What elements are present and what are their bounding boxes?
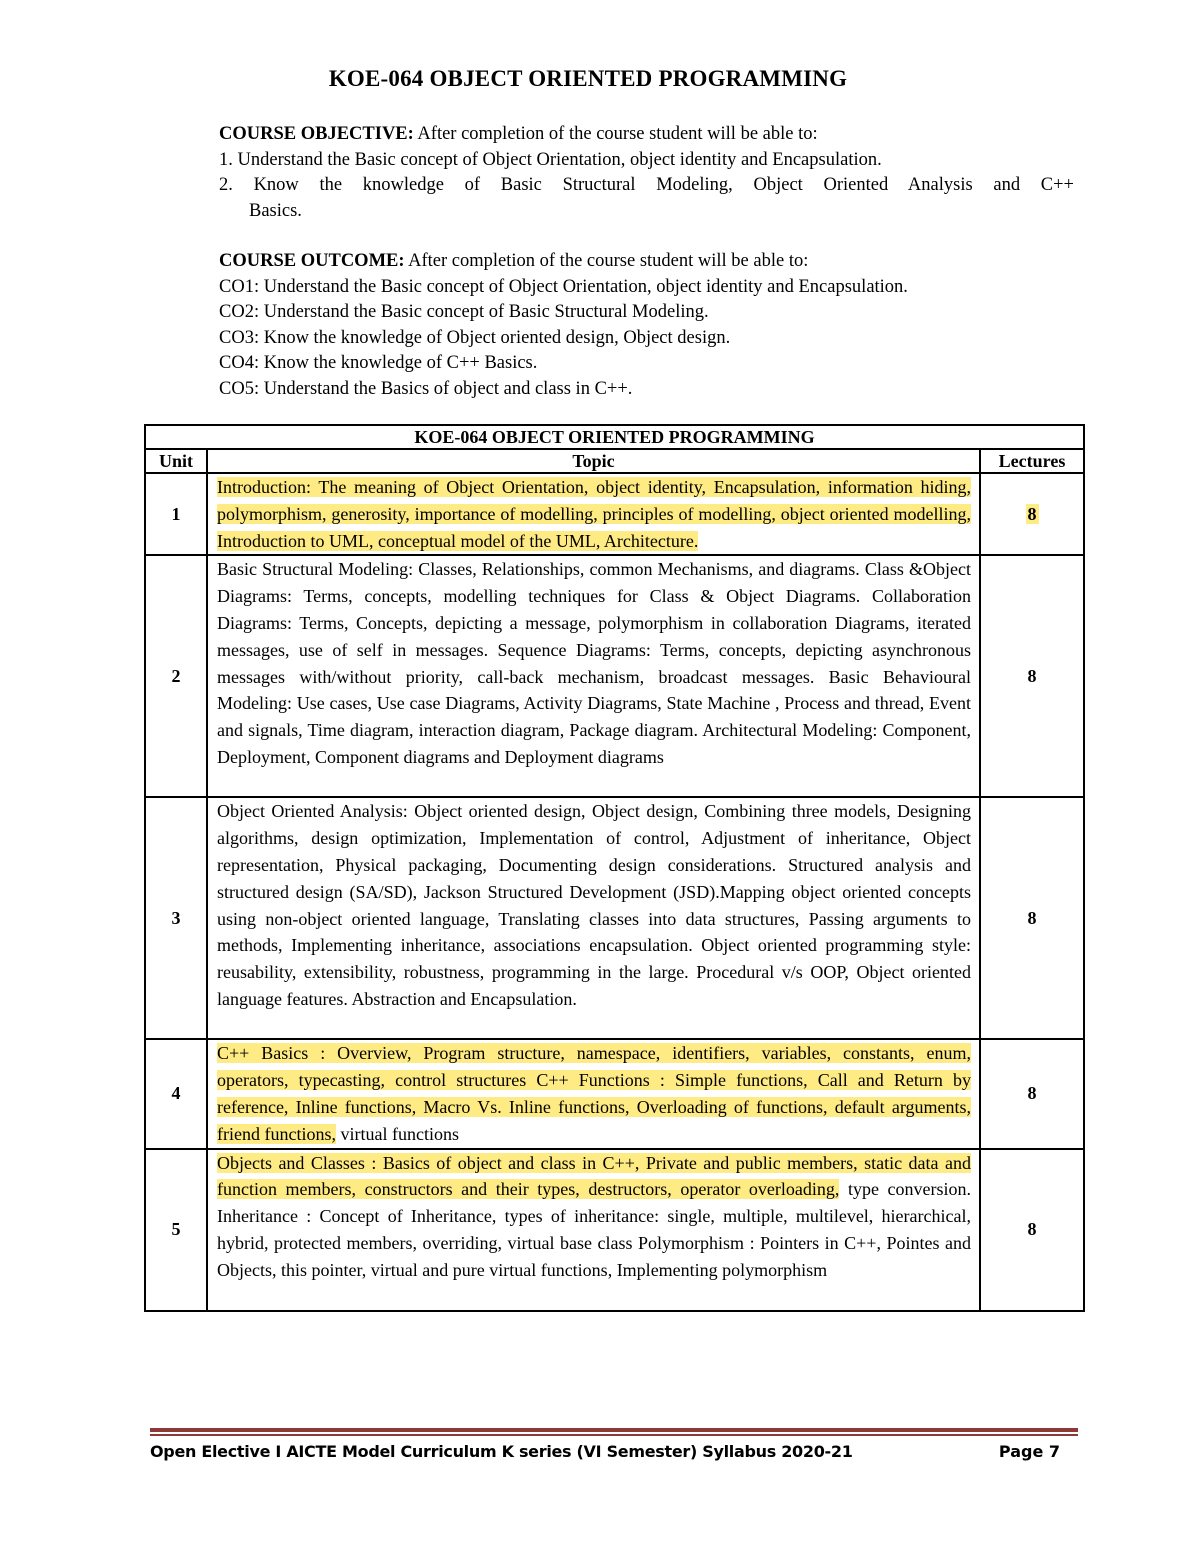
outcome-item: CO3: Know the knowledge of Object oriented design, Object design.: [219, 327, 731, 348]
objective-item: 2. Know the knowledge of Basic Structural Modeling, Object Oriented Analysis and C++: [219, 175, 1074, 195]
table-caption-row: [145, 425, 1084, 449]
topic-cell: [207, 1039, 980, 1148]
outcome-item: CO4: Know the knowledge of C++ Basics.: [219, 353, 538, 373]
header-topic: Topic: [207, 449, 980, 473]
lectures-cell: [980, 555, 1084, 797]
topic-cell: [207, 1149, 980, 1311]
topic-cell: [207, 473, 980, 555]
topic-text: Basic Structural Modeling: Classes, Relationships, common Mechanisms, and diagrams. Class &Object Diagrams: Terms, concepts, modelling techniques for Class & Object Diagrams. Collaboration Diagrams: Terms, Concepts, depicting a message, polymorphism in collaboration Diagrams, iterated messages, use of self in messages. Sequence Diagrams: Terms, concepts, depicting asynchronous messages with/without priority, call-back mechanism, broadcast messages. Basic Behavioural Modeling: Use cases, Use case Diagrams, Activity Diagrams, State Machine , Process and thread, Event and signals, Time diagram, interaction diagram, Package diagram. Architectural Modeling: Component, Deployment, Component diagrams and Deployment diagrams: [217, 559, 971, 767]
outcome-item: CO5: Understand the Basics of object and class in C++.: [219, 378, 633, 399]
outcome-label: COURSE OUTCOME:: [219, 251, 405, 271]
course-objective-section: [219, 122, 1074, 224]
footer-rule-thin: [150, 1434, 1078, 1436]
table-header-row: [145, 449, 1084, 473]
topic-text: Object Oriented Analysis: Object oriented design, Object design, Combining three models, Designing algorithms, design optimization, Implementation of control, Adjustment of inheritance, Object representation, Physical packaging, Documenting design considerations. Structured analysis and structured design (SA/SD), Jackson Structured Development (JSD).Mapping object oriented concepts using non-object oriented language, Translating classes into data structures, Passing arguments to methods, Implementing inheritance, associations encapsulation. Object oriented programming style: reusability, extensibility, robustness, programming in the large. Procedural v/s OOP, Object oriented language features. Abstraction and Encapsulation.: [217, 801, 971, 1009]
table-row: [145, 1149, 1084, 1311]
unit-cell: 5: [145, 1149, 207, 1311]
objective-item-continuation: Basics.: [249, 200, 302, 221]
lectures-value: 8: [1027, 1083, 1037, 1104]
header-unit: Unit: [145, 449, 207, 473]
topic-text: type conversion. Inheritance : Concept of Inheritance, types of inheritance: single, multiple, multilevel, hierarchical, hybrid, protected members, overriding, virtual base class Polymorphism : Pointers in C++, Pointes and Objects, this pointer, virtual and pure virtual functions, Implementing polymorphism: [217, 1179, 971, 1280]
syllabus-table: [144, 424, 1085, 1312]
unit-cell: 4: [145, 1039, 207, 1148]
table-row: [145, 473, 1084, 555]
table-row: [145, 555, 1084, 797]
topic-highlighted: C++ Basics : Overview, Program structure, namespace, identifiers, variables, constants, enum, operators, typecasting, control structures C++ Functions : Simple functions, Call and Return by reference, Inline functions, Macro Vs. Inline functions, Overloading of functions, default arguments, friend functions,: [217, 1043, 971, 1144]
unit-cell: 3: [145, 797, 207, 1039]
topic-highlighted: Objects and Classes : Basics of object and class in C++, Private and public members, static data and function members, constructors and their types, destructors, operator overloading,: [217, 1152, 971, 1200]
objective-label: COURSE OBJECTIVE:: [219, 124, 414, 144]
lectures-cell: [980, 797, 1084, 1039]
header-lectures: Lectures: [980, 449, 1084, 473]
table-caption: KOE-064 OBJECT ORIENTED PROGRAMMING: [145, 425, 1084, 449]
unit-cell: 2: [145, 555, 207, 797]
objective-item: 1. Understand the Basic concept of Object Orientation, object identity and Encapsulation.: [219, 149, 882, 170]
topic-highlighted: Introduction: The meaning of Object Orientation, object identity, Encapsulation, information hiding, polymorphism, generosity, importance of modelling, principles of modelling, object oriented modelling, Introduction to UML, conceptual model of the UML, Architecture.: [217, 477, 971, 551]
page-title: KOE-064 OBJECT ORIENTED PROGRAMMING: [328, 66, 848, 91]
lectures-cell: [980, 1039, 1084, 1148]
lectures-value: 8: [1027, 907, 1037, 928]
lectures-cell: [980, 473, 1084, 555]
lectures-value: 8: [1027, 503, 1037, 524]
lectures-value: 8: [1027, 665, 1037, 686]
topic-cell: [207, 555, 980, 797]
objective-lead: After completion of the course student will be able to:: [413, 124, 818, 144]
lectures-value: 8: [1027, 1219, 1037, 1240]
table-row: [145, 797, 1084, 1039]
table-row: [145, 1039, 1084, 1148]
footer-text: Open Elective I AICTE Model Curriculum K series (VI Semester) Syllabus 2020-21: [150, 1442, 853, 1461]
topic-cell: [207, 797, 980, 1039]
topic-text: virtual functions: [335, 1123, 459, 1144]
lectures-cell: [980, 1149, 1084, 1311]
outcome-lead: After completion of the course student will be able to:: [404, 251, 809, 271]
page-number: Page 7: [998, 1442, 1060, 1461]
outcome-item: CO1: Understand the Basic concept of Object Orientation, object identity and Encapsulation.: [219, 276, 908, 297]
footer-rule: [150, 1428, 1078, 1432]
course-outcome-section: [219, 249, 1074, 402]
outcome-item: CO2: Understand the Basic concept of Basic Structural Modeling.: [219, 302, 709, 322]
unit-cell: 1: [145, 473, 207, 555]
